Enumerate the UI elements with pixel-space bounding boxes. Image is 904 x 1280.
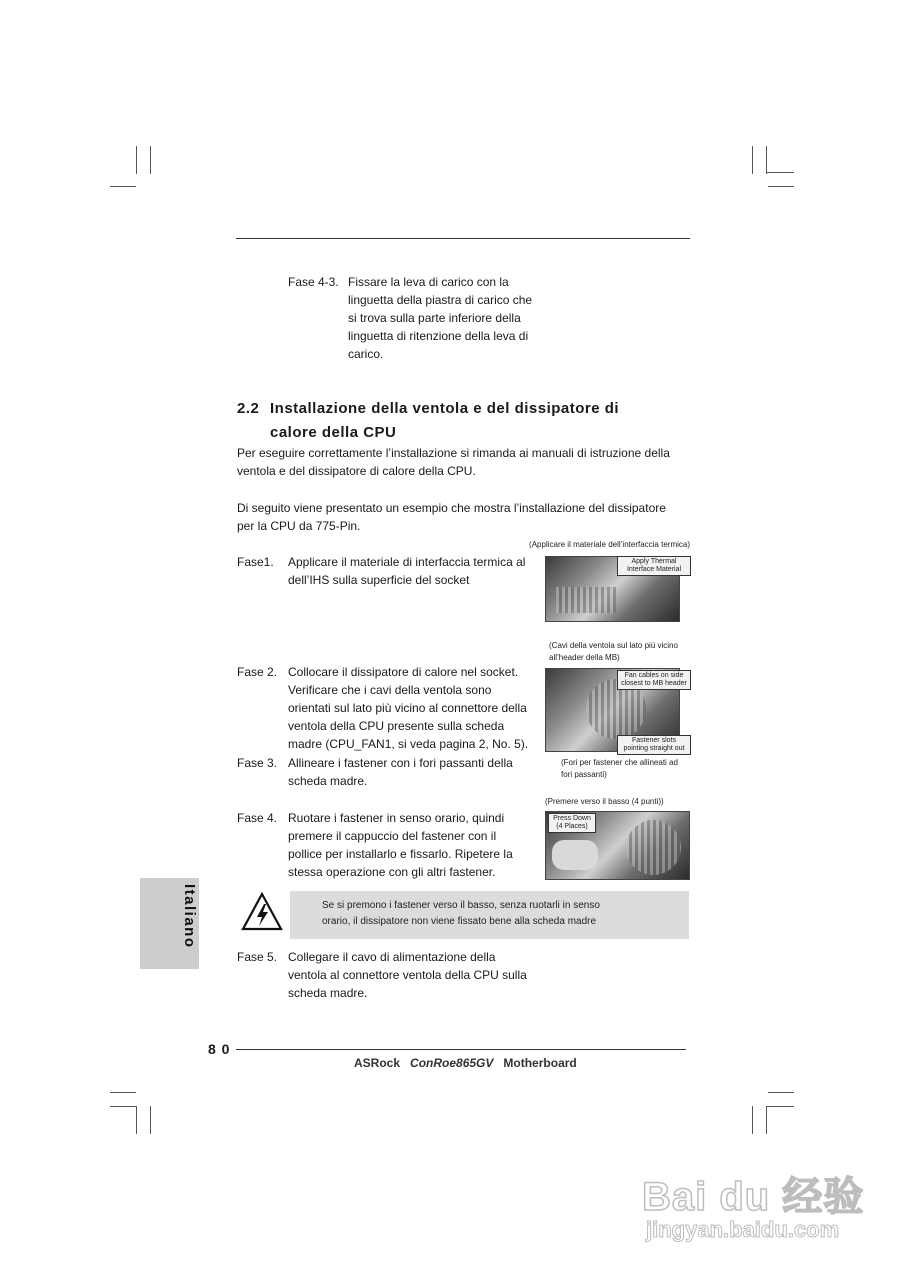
crop-mark xyxy=(110,186,136,187)
thumb-shape xyxy=(552,840,598,870)
crop-mark xyxy=(766,1106,767,1134)
crop-mark xyxy=(110,1106,136,1107)
step1-label: Fase1. xyxy=(237,555,274,569)
step4-tag: Press Down (4 Places) xyxy=(548,813,596,833)
step3-caption: (Fori per fastener che allineati ad fori passanti) xyxy=(561,758,678,779)
crop-mark xyxy=(766,1106,794,1107)
step4-caption: (Premere verso il basso (4 punti)) xyxy=(545,797,664,806)
crop-mark xyxy=(150,146,151,174)
warning-icon xyxy=(241,891,283,933)
crop-mark xyxy=(136,146,137,174)
crop-mark xyxy=(110,1092,136,1093)
language-side-tab xyxy=(140,878,199,969)
step2-tag-fan-cables: Fan cables on side closest to MB header xyxy=(617,670,691,690)
footer-type: Motherboard xyxy=(503,1056,577,1070)
step5-label: Fase 5. xyxy=(237,950,278,964)
footer-model: ConRoe865GV xyxy=(410,1056,494,1070)
intro-paragraph-2: Di seguito viene presentato un esempio che mostra l’installazione del dissipatore per la CPU da 775-Pin. xyxy=(237,501,666,533)
section-title: Installazione della ventola e del dissipatore di calore della CPU xyxy=(270,400,620,441)
intro-paragraph-1: Per eseguire correttamente l’installazione si rimanda ai manuali di istruzione della ventola e del dissipatore di calore della CPU. xyxy=(237,446,670,478)
step4-label: Fase 4. xyxy=(237,811,278,825)
step-4-3-text: Fissare la leva di carico con la linguetta della piastra di carico che si trova sulla parte inferiore della linguetta di ritenzione della leva di carico. xyxy=(348,275,533,361)
footer-rule xyxy=(236,1049,686,1050)
step1-caption: (Applicare il materiale dell’interfaccia termica) xyxy=(529,540,690,549)
step3-label: Fase 3. xyxy=(237,756,278,770)
crop-mark xyxy=(768,1092,794,1093)
section-number: 2.2 xyxy=(237,400,260,417)
crop-mark xyxy=(768,186,794,187)
crop-mark xyxy=(766,146,767,174)
step4-text: Ruotare i fastener in senso orario, quindi premere il cappuccio del fastener con il pollice per installarlo e fissarlo. Ripetere la stessa operazione con gli altri fastener. xyxy=(288,811,513,879)
step5-text: Collegare il cavo di alimentazione della ventola al connettore ventola della CPU sulla scheda madre. xyxy=(288,950,527,1000)
step2-caption: (Cavi della ventola sul lato più vicino all’header della MB) xyxy=(549,641,678,662)
crop-mark xyxy=(752,1106,753,1134)
step2-tag-fastener-slots: Fastener slots pointing straight out xyxy=(617,735,691,755)
photo-detail xyxy=(556,587,616,613)
page-number: 8 0 xyxy=(208,1041,231,1057)
photo-detail xyxy=(626,820,681,875)
warning-text: Se si premono i fastener verso il basso, senza ruotarli in senso orario, il dissipatore non viene fissato bene alla scheda madre xyxy=(322,900,600,927)
crop-mark xyxy=(752,146,753,174)
step2-label: Fase 2. xyxy=(237,665,278,679)
step3-text: Allineare i fastener con i fori passanti della scheda madre. xyxy=(288,756,513,788)
step-4-3-label: Fase 4-3. xyxy=(288,275,339,289)
crop-mark xyxy=(766,172,794,173)
crop-mark xyxy=(136,1106,137,1134)
step1-tag: Apply Thermal Interface Material xyxy=(617,556,691,576)
crop-mark xyxy=(150,1106,151,1134)
watermark-url: jingyan.baidu.com xyxy=(646,1217,840,1242)
step1-text: Applicare il materiale di interfaccia termica al dell’IHS sulla superficie del socket xyxy=(288,555,526,587)
footer-brand: ASRock xyxy=(354,1056,401,1070)
language-side-tab-label: Italiano xyxy=(181,884,198,949)
footer-product xyxy=(354,1056,577,1070)
watermark-logo: Bai du 经验 xyxy=(642,1175,865,1219)
step2-text: Collocare il dissipatore di calore nel socket. Verificare che i cavi della ventola sono orientati sul lato più vicino al connettore della ventola della CPU presente sulla scheda madre (CPU_FAN1, si veda pagina 2, No. 5). xyxy=(288,665,529,751)
header-rule xyxy=(236,238,690,239)
